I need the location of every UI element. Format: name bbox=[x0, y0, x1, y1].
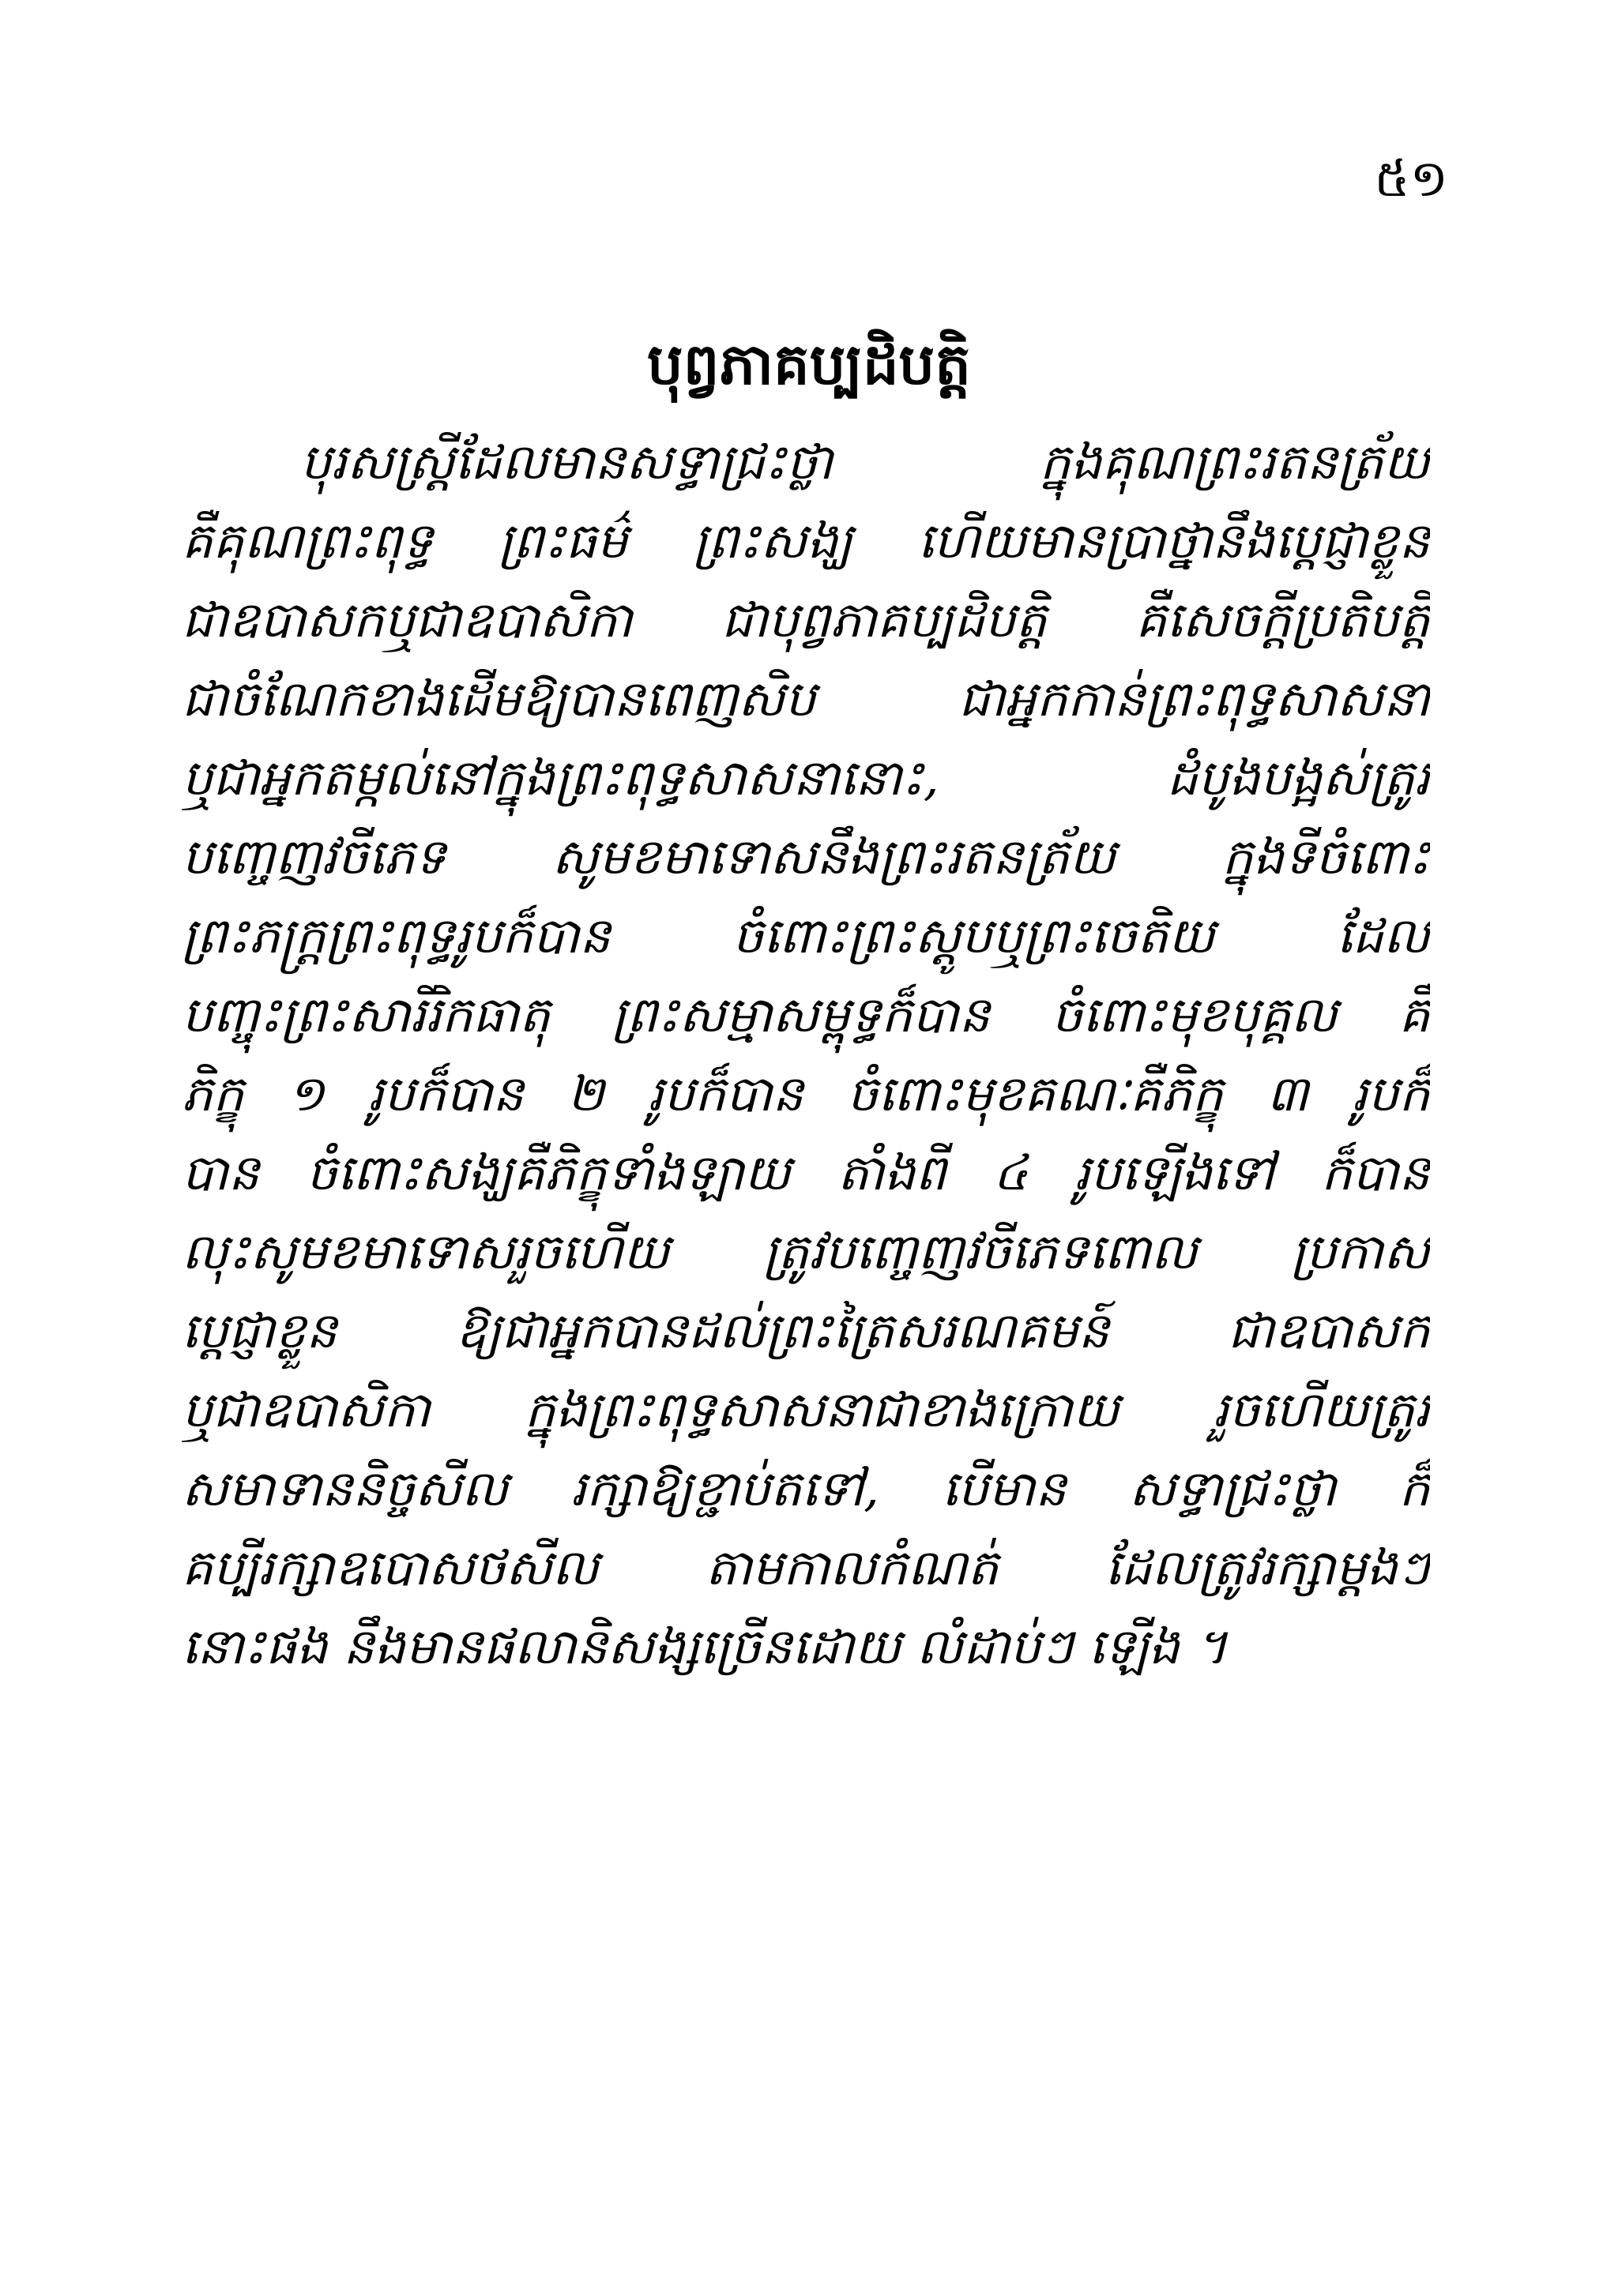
page-number: ៥១ bbox=[1374, 150, 1448, 209]
text-line-16: នោះផង នឹងមានផលានិសង្សច្រើនដោយ លំដាប់ៗ ឡើង ។ bbox=[182, 1618, 1228, 1675]
text-line-3: ជាឧបាសកឬជាឧបាសិកា ជាបុព្វភាគប្បដិបត្តិ គឺសេចក្តីប្រតិបត្តិ bbox=[182, 591, 1430, 648]
text-line-8: បញ្ចុះព្រះសារីរិកធាតុ ព្រះសម្មាសម្ពុទ្ធក៏បាន ចំពោះមុខបុគ្គល គឺ bbox=[182, 986, 1430, 1043]
body-paragraph bbox=[182, 423, 1430, 1686]
page-title: បុព្វភាគប្បដិបត្តិ bbox=[647, 331, 971, 397]
text-line-9: ភិក្ខុ ១ រូបក៏បាន ២ រូបក៏បាន ចំពោះមុខគណៈគឺភិក្ខុ ៣ រូបក៏ bbox=[182, 1065, 1430, 1122]
text-line-4: ជាចំណែកខាងដើមឱ្យបានពេញសិប ជាអ្នកកាន់ព្រះពុទ្ធសាសនា bbox=[182, 670, 1430, 727]
text-line-1: បុរសស្ត្រីដែលមានសទ្ធាជ្រះថ្លា ក្នុងគុណព្រះរតនត្រ័យ bbox=[300, 433, 1430, 490]
text-line-10: បាន ចំពោះសង្ឃគឺភិក្ខុទាំងឡាយ តាំងពី ៤ រូបឡើងទៅ ក៏បាន bbox=[182, 1144, 1430, 1201]
text-line-7: ព្រះភក្ត្រព្រះពុទ្ធរូបក៏បាន ចំពោះព្រះស្តូបឬព្រះចេតិយ ដែល bbox=[182, 907, 1430, 964]
text-line-13: ឬជាឧបាសិកា ក្នុងព្រះពុទ្ធសាសនាជាខាងក្រោយ រួចហើយត្រូវ bbox=[182, 1381, 1430, 1438]
text-line-5: ឬជាអ្នកតម្កល់នៅក្នុងព្រះពុទ្ធសាសនានោះ, ដំបូងបង្អស់ត្រូវ bbox=[182, 749, 1430, 806]
text-line-12: ប្តេជ្ញាខ្លួន ឱ្យជាអ្នកបានដល់ព្រះត្រៃសរណគមន៍ ជាឧបាសក bbox=[182, 1302, 1430, 1359]
text-line-14: សមាទាននិច្ចសីល រក្សាឱ្យខ្ជាប់តទៅ, បើមាន សទ្ធាជ្រះថ្លា ក៏ bbox=[182, 1460, 1430, 1517]
text-line-15: គប្បីរក្សាឧបោសថសីល តាមកាលកំណត់ ដែលត្រូវរក្សាម្តងៗ bbox=[182, 1539, 1430, 1596]
text-line-6: បញ្ចេញវចីភេទ សូមខមាទោសនឹងព្រះរតនត្រ័យ ក្នុងទីចំពោះ bbox=[182, 828, 1430, 885]
text-line-2: គឺគុណព្រះពុទ្ធ ព្រះធម៌ ព្រះសង្ឃ ហើយមានប្រាថ្នានឹងប្តេជ្ញាខ្លួន bbox=[182, 512, 1430, 569]
text-line-11: លុះសូមខមាទោសរួចហើយ ត្រូវបញ្ចេញវចីភេទពោល ប្រកាស bbox=[182, 1223, 1430, 1280]
